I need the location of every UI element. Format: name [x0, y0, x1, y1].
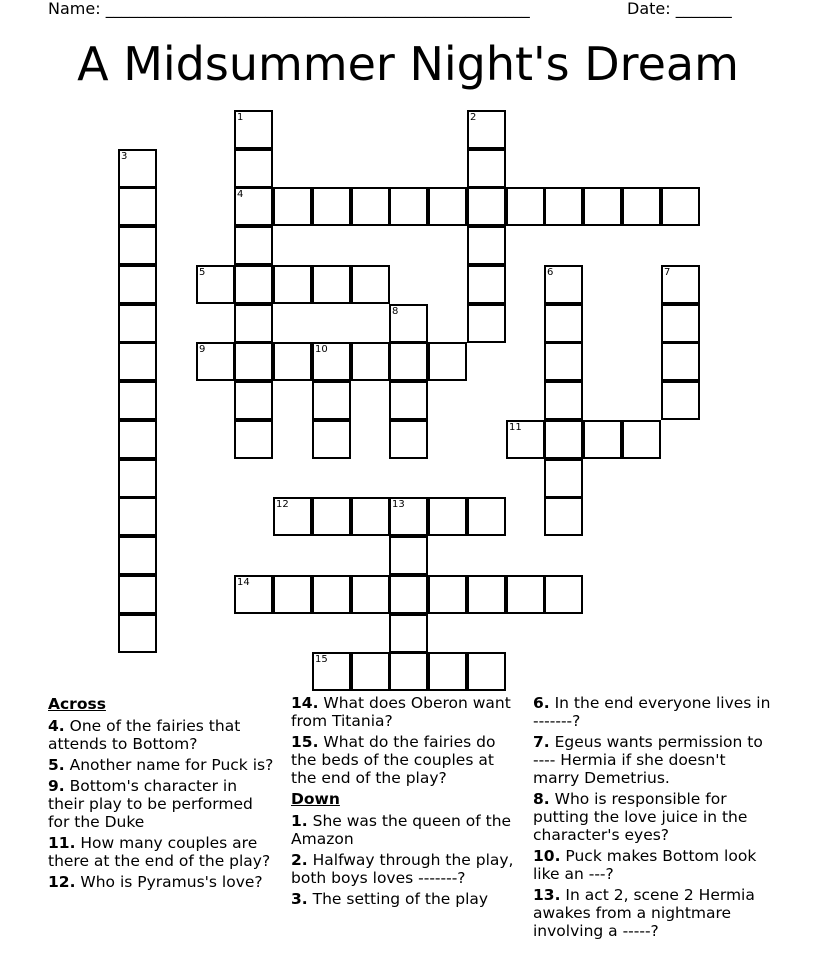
grid-cell[interactable] — [661, 187, 700, 226]
clues-column-3 — [533, 694, 773, 943]
grid-cell[interactable] — [428, 575, 467, 614]
clue-number: 3 — [121, 151, 128, 162]
clue-list-col2-down — [291, 812, 523, 908]
grid-cell[interactable] — [351, 652, 390, 691]
grid-cell[interactable] — [312, 265, 351, 304]
clue-item-text: The setting of the play — [307, 890, 489, 908]
clue-item — [533, 847, 773, 883]
clue-number: 6 — [547, 267, 554, 278]
clue-item-number: 10. — [533, 847, 561, 865]
clue-number: 4 — [237, 189, 244, 200]
grid-cell[interactable] — [661, 342, 700, 381]
grid-cell[interactable] — [196, 265, 235, 304]
clue-item-number: 15. — [291, 733, 319, 751]
clue-item-number: 11. — [48, 834, 76, 852]
grid-cell[interactable] — [234, 420, 273, 459]
grid-cell[interactable] — [273, 497, 312, 536]
clue-item-text: Who is responsible for putting the love juice in the character's eyes? — [533, 790, 748, 844]
clue-item-text: Halfway through the play, both boys loves -------? — [291, 851, 514, 887]
across-heading: Across — [48, 695, 106, 713]
clue-number: 11 — [509, 422, 522, 433]
grid-cell[interactable] — [234, 110, 273, 149]
grid-cell[interactable] — [467, 304, 506, 343]
clue-item — [48, 834, 276, 870]
grid-cell[interactable] — [506, 187, 545, 226]
clues-column-2 — [291, 694, 523, 911]
grid-cell[interactable] — [312, 575, 351, 614]
grid-cell[interactable] — [544, 381, 583, 420]
grid-cell[interactable] — [389, 342, 428, 381]
grid-cell[interactable] — [351, 342, 390, 381]
grid-cell[interactable] — [196, 342, 235, 381]
clue-number: 7 — [664, 267, 671, 278]
grid-cell[interactable] — [583, 420, 622, 459]
grid-cell[interactable] — [312, 342, 351, 381]
clue-item — [48, 873, 276, 891]
grid-cell[interactable] — [118, 497, 157, 536]
grid-cell[interactable] — [273, 187, 312, 226]
clue-list-col2-across — [291, 694, 523, 787]
clue-item — [48, 756, 276, 774]
grid-cell[interactable] — [467, 265, 506, 304]
clue-item — [533, 733, 773, 787]
clue-item-text: Who is Pyramus's love? — [75, 873, 263, 891]
clue-item-number: 3. — [291, 890, 308, 908]
grid-cell[interactable] — [118, 265, 157, 304]
grid-cell[interactable] — [467, 187, 506, 226]
clue-number: 15 — [315, 654, 328, 665]
grid-cell[interactable] — [428, 342, 467, 381]
grid-cell[interactable] — [234, 575, 273, 614]
grid-cell[interactable] — [234, 187, 273, 226]
clue-item — [291, 733, 523, 787]
grid-cell[interactable] — [467, 497, 506, 536]
grid-cell[interactable] — [273, 265, 312, 304]
clue-item-number: 14. — [291, 694, 319, 712]
clue-item-number: 4. — [48, 717, 65, 735]
grid-cell[interactable] — [389, 304, 428, 343]
grid-cell[interactable] — [312, 187, 351, 226]
clue-item-text: In the end everyone lives in -------? — [533, 694, 771, 730]
grid-cell[interactable] — [661, 265, 700, 304]
grid-cell[interactable] — [428, 652, 467, 691]
grid-cell[interactable] — [118, 381, 157, 420]
clue-item-text: Bottom's character in their play to be performed for the Duke — [48, 777, 253, 831]
grid-cell[interactable] — [351, 497, 390, 536]
grid-cell[interactable] — [351, 265, 390, 304]
grid-cell[interactable] — [389, 575, 428, 614]
clue-item — [291, 694, 523, 730]
clue-item-text: In act 2, scene 2 Hermia awakes from a nightmare involving a -----? — [533, 886, 755, 940]
clue-list-col1 — [48, 717, 276, 891]
name-label: Name: — [48, 0, 101, 18]
clue-number: 10 — [315, 344, 328, 355]
clue-item-number: 8. — [533, 790, 550, 808]
clue-number: 2 — [470, 112, 477, 123]
grid-cell[interactable] — [234, 381, 273, 420]
clue-number: 8 — [392, 306, 399, 317]
grid-cell[interactable] — [351, 187, 390, 226]
clue-number: 1 — [237, 112, 244, 123]
clue-item-text: What do the fairies do the beds of the couples at the end of the play? — [291, 733, 496, 787]
clue-item-number: 5. — [48, 756, 65, 774]
grid-cell[interactable] — [467, 226, 506, 265]
grid-cell[interactable] — [234, 226, 273, 265]
grid-cell[interactable] — [312, 497, 351, 536]
grid-cell[interactable] — [389, 652, 428, 691]
clue-item-text: How many couples are there at the end of the play? — [48, 834, 271, 870]
clue-item-number: 7. — [533, 733, 550, 751]
clue-number: 14 — [237, 577, 250, 588]
grid-cell[interactable] — [622, 420, 661, 459]
grid-cell[interactable] — [428, 497, 467, 536]
grid-cell[interactable] — [389, 536, 428, 575]
grid-cell[interactable] — [544, 459, 583, 498]
clue-item — [291, 851, 523, 887]
grid-cell[interactable] — [467, 575, 506, 614]
clue-list-col3 — [533, 694, 773, 940]
grid-cell[interactable] — [544, 187, 583, 226]
grid-cell[interactable] — [467, 652, 506, 691]
clue-item — [533, 694, 773, 730]
clue-item-text: She was the queen of the Amazon — [291, 812, 512, 848]
name-line: _____________________________________________________ — [105, 0, 530, 18]
grid-cell[interactable] — [544, 265, 583, 304]
clue-number: 12 — [276, 499, 289, 510]
grid-cell[interactable] — [118, 226, 157, 265]
clue-item-number: 9. — [48, 777, 65, 795]
grid-cell[interactable] — [544, 497, 583, 536]
page-title: A Midsummer Night's Dream — [77, 37, 739, 91]
grid-cell[interactable] — [118, 614, 157, 653]
clue-item-number: 12. — [48, 873, 76, 891]
grid-cell[interactable] — [661, 304, 700, 343]
clue-item-text: Egeus wants permission to ---- Hermia if she doesn't marry Demetrius. — [533, 733, 763, 787]
grid-cell[interactable] — [389, 614, 428, 653]
clue-item — [533, 790, 773, 844]
grid-cell[interactable] — [583, 187, 622, 226]
grid-cell[interactable] — [234, 149, 273, 188]
grid-cell[interactable] — [389, 381, 428, 420]
grid-cell[interactable] — [234, 265, 273, 304]
grid-cell[interactable] — [428, 187, 467, 226]
grid-cell[interactable] — [273, 575, 312, 614]
grid-cell[interactable] — [118, 575, 157, 614]
date-label: Date: — [627, 0, 671, 18]
clue-item — [291, 890, 523, 908]
grid-cell[interactable] — [118, 420, 157, 459]
grid-cell[interactable] — [544, 304, 583, 343]
grid-cell[interactable] — [312, 381, 351, 420]
clue-item — [48, 777, 276, 831]
clue-item-number: 13. — [533, 886, 561, 904]
clue-item-number: 6. — [533, 694, 550, 712]
grid-cell[interactable] — [544, 420, 583, 459]
grid-cell[interactable] — [118, 304, 157, 343]
grid-cell[interactable] — [351, 575, 390, 614]
grid-cell[interactable] — [118, 536, 157, 575]
down-heading: Down — [291, 790, 340, 808]
grid-cell[interactable] — [506, 420, 545, 459]
clue-item — [291, 812, 523, 848]
grid-cell[interactable] — [234, 342, 273, 381]
clue-item-number: 2. — [291, 851, 308, 869]
grid-cell[interactable] — [467, 110, 506, 149]
clue-item-text: What does Oberon want from Titania? — [291, 694, 511, 730]
clue-number: 13 — [392, 499, 405, 510]
grid-cell[interactable] — [622, 187, 661, 226]
grid-cell[interactable] — [661, 381, 700, 420]
date-line: _______ — [675, 0, 732, 18]
grid-cell[interactable] — [312, 652, 351, 691]
grid-cell[interactable] — [118, 187, 157, 226]
clue-number: 9 — [199, 344, 206, 355]
clue-item-text: One of the fairies that attends to Bottom? — [48, 717, 241, 753]
grid-cell[interactable] — [467, 149, 506, 188]
grid-cell[interactable] — [118, 149, 157, 188]
grid-cell[interactable] — [544, 575, 583, 614]
clue-number: 5 — [199, 267, 206, 278]
clue-item — [533, 886, 773, 940]
clue-item — [48, 717, 276, 753]
grid-cell[interactable] — [118, 459, 157, 498]
grid-cell[interactable] — [544, 342, 583, 381]
clue-item-number: 1. — [291, 812, 308, 830]
grid-cell[interactable] — [506, 575, 545, 614]
grid-cell[interactable] — [312, 420, 351, 459]
clue-item-text: Puck makes Bottom look like an ---? — [533, 847, 757, 883]
clues-column-1 — [48, 694, 276, 894]
clue-item-text: Another name for Puck is? — [64, 756, 274, 774]
grid-cell[interactable] — [234, 304, 273, 343]
grid-cell[interactable] — [273, 342, 312, 381]
grid-cell[interactable] — [389, 187, 428, 226]
grid-cell[interactable] — [389, 420, 428, 459]
grid-cell[interactable] — [118, 342, 157, 381]
grid-cell[interactable] — [389, 497, 428, 536]
